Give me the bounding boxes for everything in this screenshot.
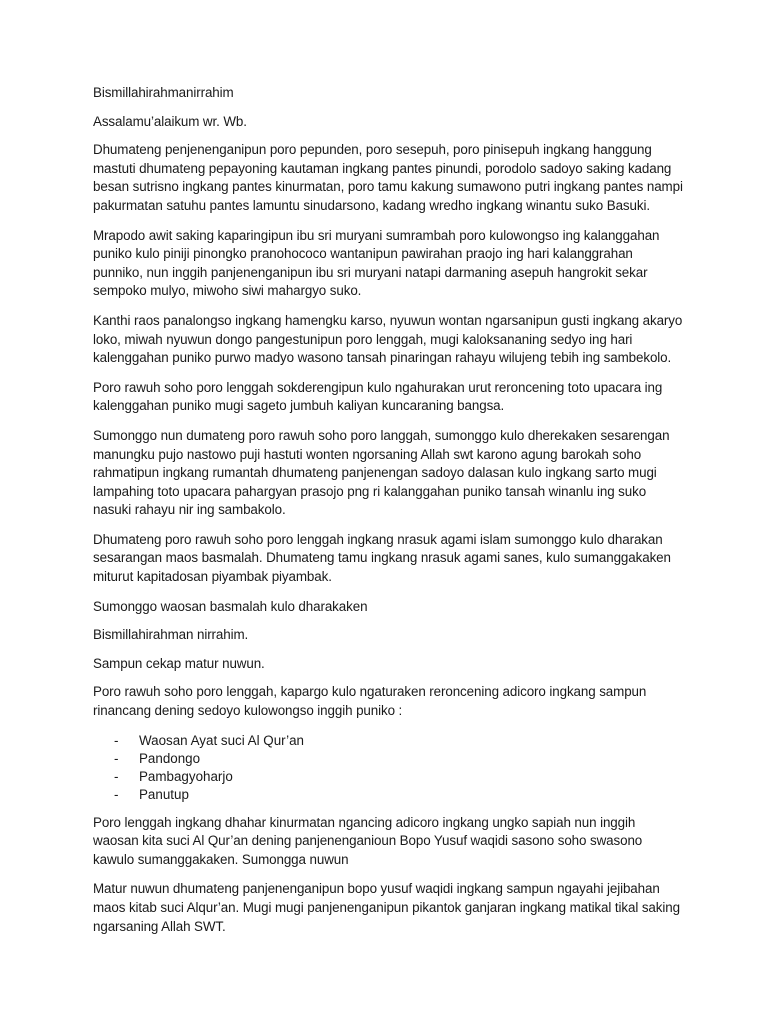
paragraph-1: Dhumateng penjenenganipun poro pepunden, poro sesepuh, poro pinisepuh ingkang hanggung mastuti dhumateng pepayoning kautaman ingkang pantes pinundi, porodolo sadoyo saking kadang besan sutrisno ingkang pantes kinurmatan, poro tamu kakung sumawono putri ingkang pantes nampi pakurmatan satuhu pantes lamuntu sinudarsono, kadang wredho ingkang winantu suko Basuki.	[93, 142, 683, 213]
closing-paragraph-2: Matur nuwun dhumateng panjenenganipun bopo yusuf waqidi ingkang sampun ngayahi jejibahan maos kitab suci Alqur’an. Mugi mugi panjenenganipun pikantok ganjaran ingkang matikal tikal saking ngarsaning Allah SWT.	[93, 881, 680, 934]
paragraph-5: Sumonggo nun dumateng poro rawuh soho poro langgah, sumonggo kulo dherekaken sesarengan manungku pujo nastowo puji hastuti wonten ngorsaning Allah swt karono agung barokah soho rahmatipun ingkang rumantah dhumateng panjenengan sadoyo dalasan kulo ingkang sarto mugi lampahing toto upacara pahargyan prasojo png ri kalanggahan puniko tansah winanlu ing suko nasuki rahayu nir ing sambakolo.	[93, 427, 670, 518]
list-dash: -	[114, 768, 119, 784]
paragraph-4: Poro rawuh soho poro lenggah sokderengipun kulo ngahurakan urut reroncening toto upacara ing kalenggahan puniko mugi sageto jumbuh kaliyan kuncaraning bangsa.	[93, 379, 663, 414]
list-item	[93, 750, 683, 768]
list-item-label: Panutup	[139, 786, 189, 802]
paragraph-3: Kanthi raos panalongso ingkang hamengku karso, nyuwun wontan ngarsanipun gusti ingkang akaryo loko, miwah nyuwun dongo pangestunipun poro lenggah, mugi kaloksananing sedyo ing hari kalenggahan puniko purwo madyo wasono tansah pinaringan rahayu wilujeng tebih ing sambekolo.	[93, 312, 683, 366]
greeting-line: Assalamu’alaikum wr. Wb.	[93, 113, 247, 129]
basmalah-invite: Sumonggo waosan basmalah kulo dharakaken	[93, 598, 368, 614]
paragraph-6: Dhumateng poro rawuh soho poro lenggah ingkang nrasuk agami islam sumonggo kulo dharakan sesarangan maos basmalah. Dhumateng tamu ingkang nrasuk agami sanes, kulo sumanggakaken miturut kapitadosan piyambak piyambak.	[93, 531, 671, 585]
program-intro: Poro rawuh soho poro lenggah, kapargo kulo ngaturaken reroncening adicoro ingkang sampun rinancang dening sedoyo kulowongso inggih puniko :	[93, 684, 647, 719]
list-item-label: Pambagyoharjo	[139, 768, 233, 784]
list-dash: -	[114, 732, 119, 748]
basmalah-line: Bismillahirahman nirrahim.	[93, 627, 249, 643]
list-dash: -	[114, 786, 119, 802]
list-item-label: Pandongo	[139, 750, 201, 766]
opening-line: Bismillahirahmanirrahim	[93, 85, 234, 100]
list-item	[93, 732, 683, 750]
closing-paragraph-1: Poro lenggah ingkang dhahar kinurmatan ngancing adicoro ingkang ungko sapiah nun inggih waosan kita suci Al Qur’an dening panjenenganioun Bopo Yusuf waqidi sasono soho swasono kawulo sumanggakaken. Sumongga nuwun	[93, 814, 643, 867]
thanks-line: Sampun cekap matur nuwun.	[93, 655, 265, 671]
list-item	[93, 786, 683, 804]
list-item-label: Waosan Ayat suci Al Qur’an	[139, 732, 304, 748]
program-list	[93, 732, 683, 804]
list-item	[93, 768, 683, 786]
paragraph-2: Mrapodo awit saking kaparingipun ibu sri muryani sumrambah poro kulowongso ing kalanggahan puniko kulo piniji pinongko pranohococo wantanipun pawirahan praojo ing hari kalanggrahan punniko, nun inggih panjenenganipun ibu sri muryani natapi darmaning asepuh hangrokit sekar sempoko mulyo, miwoho siwi mahargyo suko.	[93, 227, 660, 299]
document-page	[93, 84, 683, 947]
list-dash: -	[114, 750, 119, 766]
